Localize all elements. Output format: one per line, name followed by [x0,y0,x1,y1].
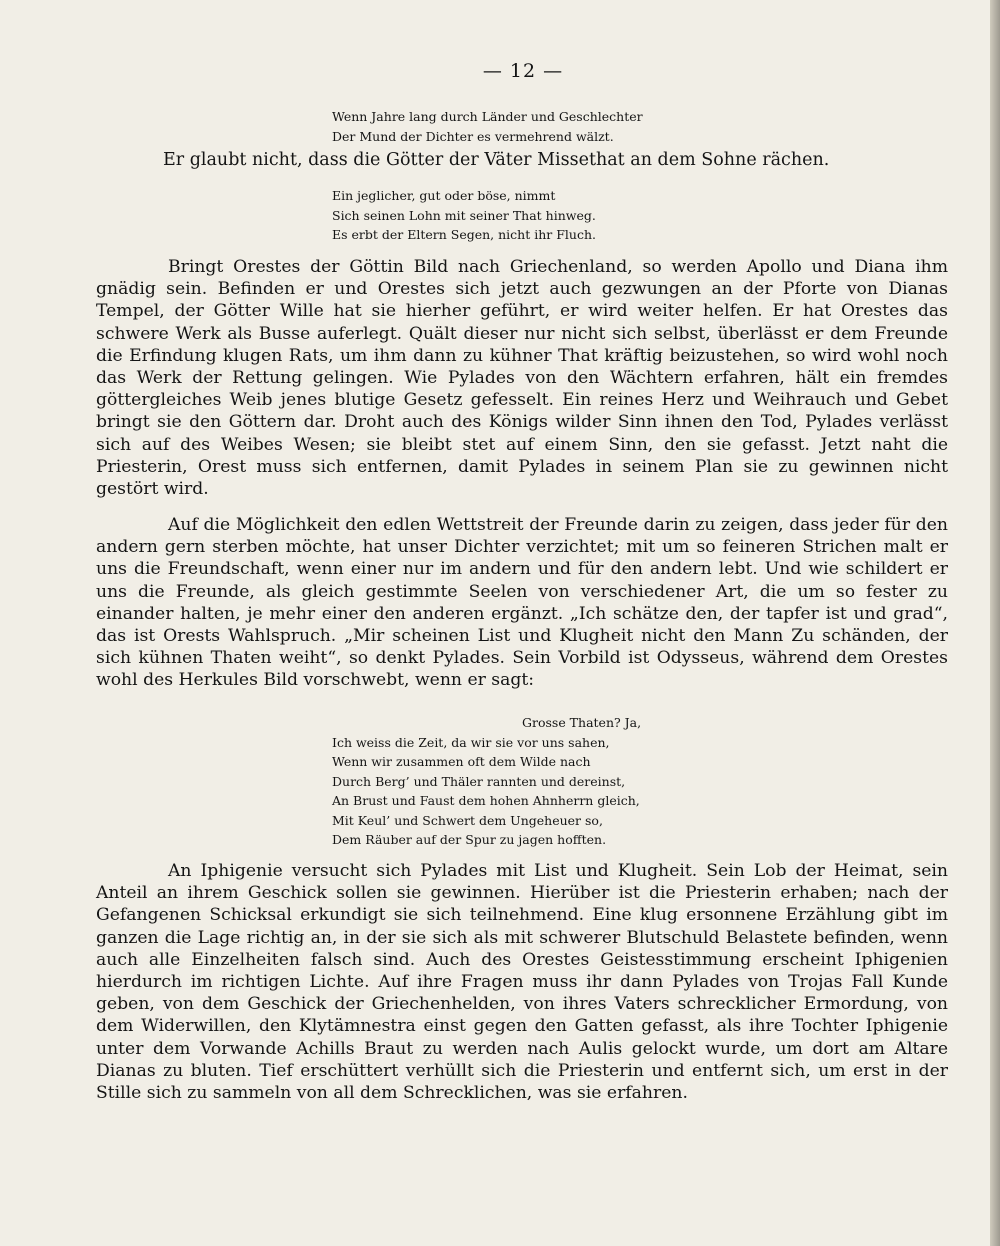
verse-line: Wenn Jahre lang durch Länder und Geschlechter [332,109,643,124]
verse-line: Wenn wir zusammen oft dem Wilde nach [332,754,591,769]
body-paragraph-1: Bringt Orestes der Göttin Bild nach Griechenland, so werden Apollo und Diana ihm gnädig sein. Befinden er und Orestes sich jetzt auch gezwungen an der Pforte von Dianas Tempel, der Götter Wille hat sie hierher geführt, er wird weiter helfen. Er hat Orestes das schwere Werk als Busse auferlegt. Quält dieser nur nicht sich selbst, überlässt er dem Freunde die Erfindung klugen Rats, um ihm dann zu kühner That kräftig beizustehen, so wird wohl noch das Werk der Rettung gelingen. Wie Pylades von den Wächtern erfahren, hält ein fremdes göttergleiches Weib jenes blutige Gesetz gefesselt. Ein reines Herz und Weihrauch und Gebet bringt sie den Göttern dar. Droht auch des Königs wilder Sinn ihnen den Tod, Pylades verlässt sich auf des Weibes Wesen; sie bleibt stet auf einem Sinn, den sie gefasst. Jetzt naht die Priesterin, Orest muss sich entfernen, damit Pylades in seinem Plan sie zu gewinnen nicht gestört wird. [96,257,948,500]
verse-line: Ich weiss die Zeit, da wir sie vor uns sahen, [332,734,610,750]
body-paragraph-3: An Iphigenie versucht sich Pylades mit List und Klugheit. Sein Lob der Heimat, sein Anteil an ihrem Geschick sollen sie gewinnen. Hierüber ist die Priesterin erhaben; nach der Gefangenen Schicksal erkundigt sie sich teilnehmend. Eine klug ersonnene Erzählung gibt im ganzen die Lage richtig an, in der sie sich als mit schwerer Blutschuld Belastete befinden, wenn auch alle Einzelheiten falsch sind. Auch des Orestes Geistesstimmung erscheint Iphigenien hierdurch im richtigen Lichte. Auf ihre Fragen muss ihr dann Pylades von Trojas Fall Kunde geben, von dem Geschick der Griechenhelden, von ihres Vaters schrecklicher Ermordung, von dem Widerwillen, den Klytämnestra einst gegen den Gatten gefasst, als ihre Tochter Iphigenie unter dem Vorwande Achills Braut zu werden nach Aulis gelockt wurde, um dort am Altare Dianas zu bluten. Tief erschüttert verhüllt sich die Priesterin und entfernt sich, um erst in der Stille sich zu sammeln von all dem Schrecklichen, was sie erfahren. [96,861,948,1104]
verse-line: Der Mund der Dichter es vermehrend wälzt. [332,128,614,144]
body-paragraph-2: Auf die Möglichkeit den edlen Wettstreit der Freunde darin zu zeigen, dass jeder für den andern gern sterben möchte, hat unser Dichter verzichtet; mit um so feineren Strichen malt er uns die Freundschaft, wenn einer nur im andern und für den andern lebt. Und wie schildert er uns die Freunde, als gleich gestimmte Seelen von verschiedener Art, die um so fester zu einander halten, je mehr einer den anderen ergänzt. „Ich schätze den, der tapfer ist und grad“, das ist Orests Wahlspruch. „Mir scheinen List und Klugheit nicht den Mann Zu schänden, der sich kühnen Thaten weiht“, so denkt Pylades. Sein Vorbild ist Odysseus, während dem Orestes wohl des Herkules Bild vorschwebt, wenn er sagt: [96,515,948,691]
verse-line: Es erbt der Eltern Segen, nicht ihr Fluch. [332,227,596,242]
verse-line: Grosse Thaten? Ja, [522,715,642,730]
verse-line: Dem Räuber auf der Spur zu jagen hofften. [332,832,607,847]
verse-quote-3 [332,713,641,850]
verse-line: An Brust und Faust dem hohen Ahnherrn gleich, [332,793,640,808]
verse-quote-2 [332,186,596,245]
verse-line: Sich seinen Lohn mit seiner That hinweg. [332,207,596,223]
verse-line: Mit Keul’ und Schwert dem Ungeheuer so, [332,812,603,828]
page-edge-shadow [990,0,1000,1246]
body-sentence: Er glaubt nicht, dass die Götter der Väter Missethat an dem Sohne rächen. [163,150,830,170]
verse-line: Ein jeglicher, gut oder böse, nimmt [332,188,556,203]
verse-quote-1 [332,107,643,146]
page-number: — 12 — [482,60,564,82]
verse-line: Durch Berg’ und Thäler rannten und dereinst, [332,773,626,789]
